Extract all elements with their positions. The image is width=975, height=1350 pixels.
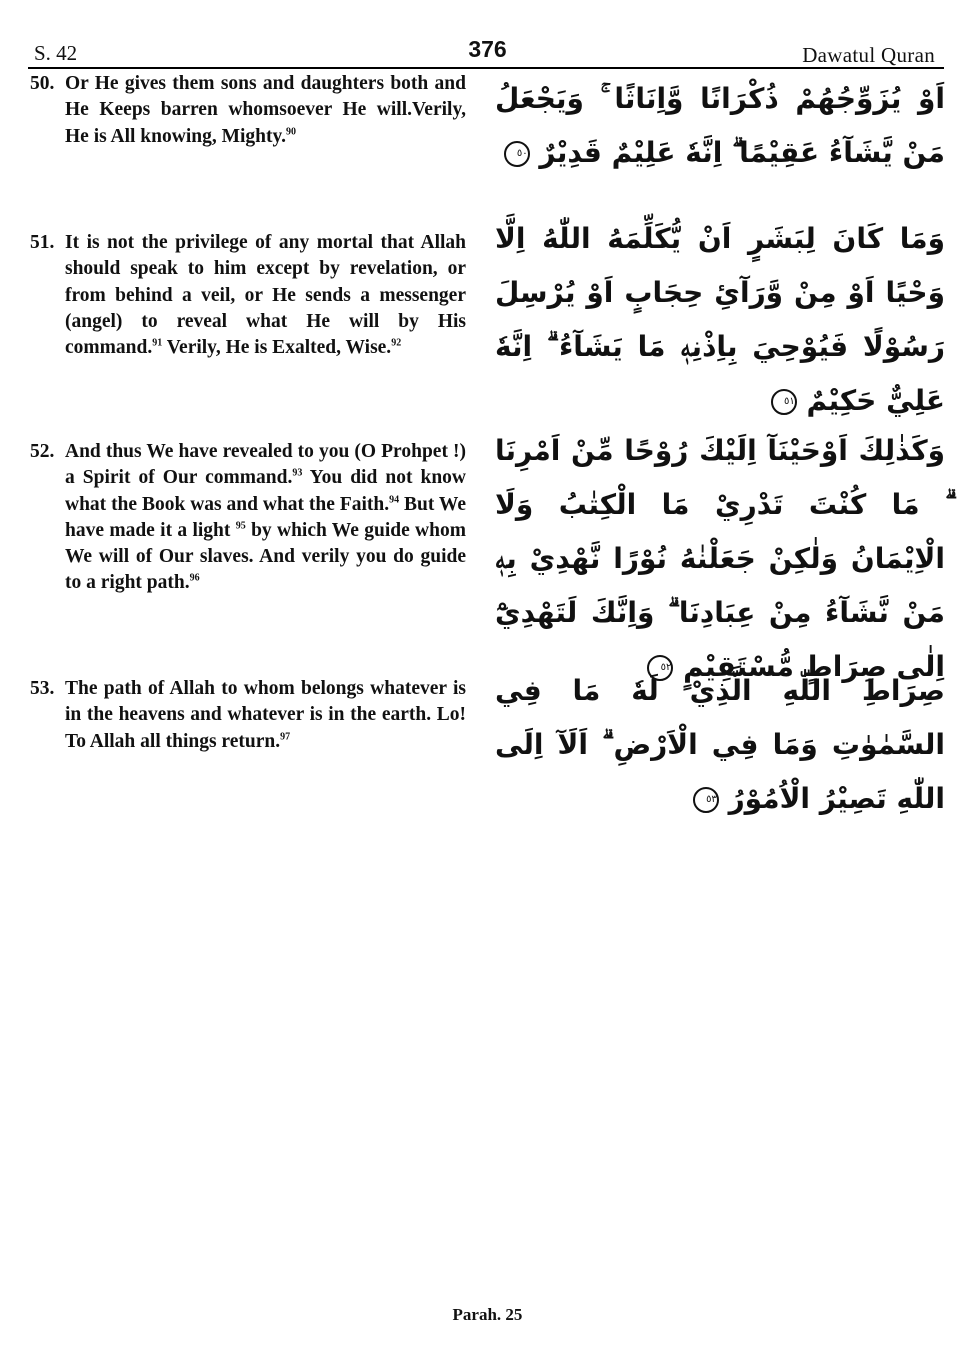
verse-number: 53. bbox=[30, 678, 55, 699]
verse-53-translation bbox=[30, 676, 466, 755]
ayah-marker: ٥٣ bbox=[693, 787, 719, 813]
verse-50-translation bbox=[30, 71, 466, 150]
footnote-ref: 94 bbox=[389, 494, 400, 506]
verse-51-translation bbox=[30, 230, 466, 361]
verse-text bbox=[30, 230, 466, 361]
surah-label: S. 42 bbox=[34, 41, 78, 65]
arabic-text: وَمَا كَانَ لِبَشَرٍ اَنْ يُّكَلِّمَهُ اللّٰهُ اِلَّا وَحْيًا اَوْ مِنْ وَّرَآئِ حِجَابٍ اَوْ يُرْسِلَ رَسُوْلًا فَيُوْحِيَ بِاِذْنِهٖ مَا يَشَآءُ ۗ اِنَّهٗ عَلِيٌّ حَكِيْمٌ bbox=[495, 222, 945, 417]
verse-text-content: It is not the privilege of any mortal that Allah should speak to him except by revelation, or from behind a veil, or He sends a messenger (angel) to reveal what He will by His command. bbox=[65, 232, 466, 359]
verse-number: 51. bbox=[30, 232, 55, 253]
footnote-ref: 97 bbox=[280, 731, 291, 743]
footnote-ref: 92 bbox=[391, 337, 402, 349]
verse-52-translation bbox=[30, 439, 466, 597]
ayah-marker: ٥١ bbox=[771, 389, 797, 415]
footnote-ref: 96 bbox=[189, 572, 200, 584]
verse-text-content: Or He gives them sons and daughters both and He Keeps barren whomsoever He will.Verily, He is All knowing, Mighty. bbox=[65, 73, 466, 147]
verse-text-content: The path of Allah to whom belongs whatever is in the heavens and whatever is in the earth. Lo! To Allah all things return. bbox=[65, 678, 466, 752]
verse-text bbox=[30, 71, 466, 150]
verse-text bbox=[30, 439, 466, 597]
verse-text-content: And thus We have revealed to you (O Prohpet !) a Spirit of Our command. bbox=[65, 441, 466, 489]
footnote-ref: 91 bbox=[152, 337, 163, 349]
verse-52-arabic bbox=[495, 424, 945, 694]
book-title: Dawatul Quran bbox=[802, 43, 935, 67]
verse-53-arabic bbox=[495, 664, 945, 826]
verse-text bbox=[30, 676, 466, 755]
parah-footer: Parah. 25 bbox=[452, 1305, 523, 1324]
header-divider bbox=[28, 67, 944, 69]
page-number: 376 bbox=[468, 36, 507, 62]
verse-51-arabic bbox=[495, 212, 945, 428]
verse-50-arabic bbox=[495, 72, 945, 180]
footnote-ref: 90 bbox=[286, 126, 297, 138]
arabic-text: وَكَذٰلِكَ اَوْحَيْنَآ اِلَيْكَ رُوْحًا مِّنْ اَمْرِنَا ۗ مَا كُنْتَ تَدْرِيْ مَا الْكِتٰبُ وَلَا الْاِيْمَانُ وَلٰكِنْ جَعَلْنٰهُ نُوْرًا نَّهْدِيْ بِهٖ مَنْ نَّشَآءُ مِنْ عِبَادِنَا ۗ وَاِنَّكَ لَتَهْدِيْٓ اِلٰى صِرَاطٍ مُّسْتَقِيْمٍ bbox=[495, 434, 945, 683]
arabic-text: صِرَاطِ اللّٰهِ الَّذِيْ لَهٗ مَا فِي السَّمٰوٰتِ وَمَا فِي الْاَرْضِ ۗ اَلَآ اِلَى اللّٰهِ تَصِيْرُ الْاُمُوْرُ bbox=[495, 674, 945, 815]
verse-number: 52. bbox=[30, 441, 55, 462]
verse-text-content: You did not know what the Book was and what the Faith. bbox=[65, 467, 466, 515]
verse-text-content: Verily, He is Exalted, Wise. bbox=[162, 337, 392, 359]
verse-text-content: by which We guide whom We will of Our slaves. And verily you do guide to a right path. bbox=[65, 519, 466, 594]
footnote-ref: 93 bbox=[292, 467, 303, 479]
verse-text-content: But We have made it a light bbox=[65, 493, 466, 541]
footnote-ref: 95 bbox=[235, 520, 246, 532]
verse-number: 50. bbox=[30, 73, 55, 94]
ayah-marker: ٥٢ bbox=[647, 655, 673, 681]
ayah-marker: ٥٠ bbox=[504, 141, 530, 167]
arabic-text: اَوْ يُزَوِّجُهُمْ ذُكْرَانًا وَّاِنَاثًا ۚ وَيَجْعَلُ مَنْ يَّشَآءُ عَقِيْمًا ۗ اِنَّهٗ عَلِيْمٌ قَدِيْرٌ bbox=[495, 82, 945, 169]
